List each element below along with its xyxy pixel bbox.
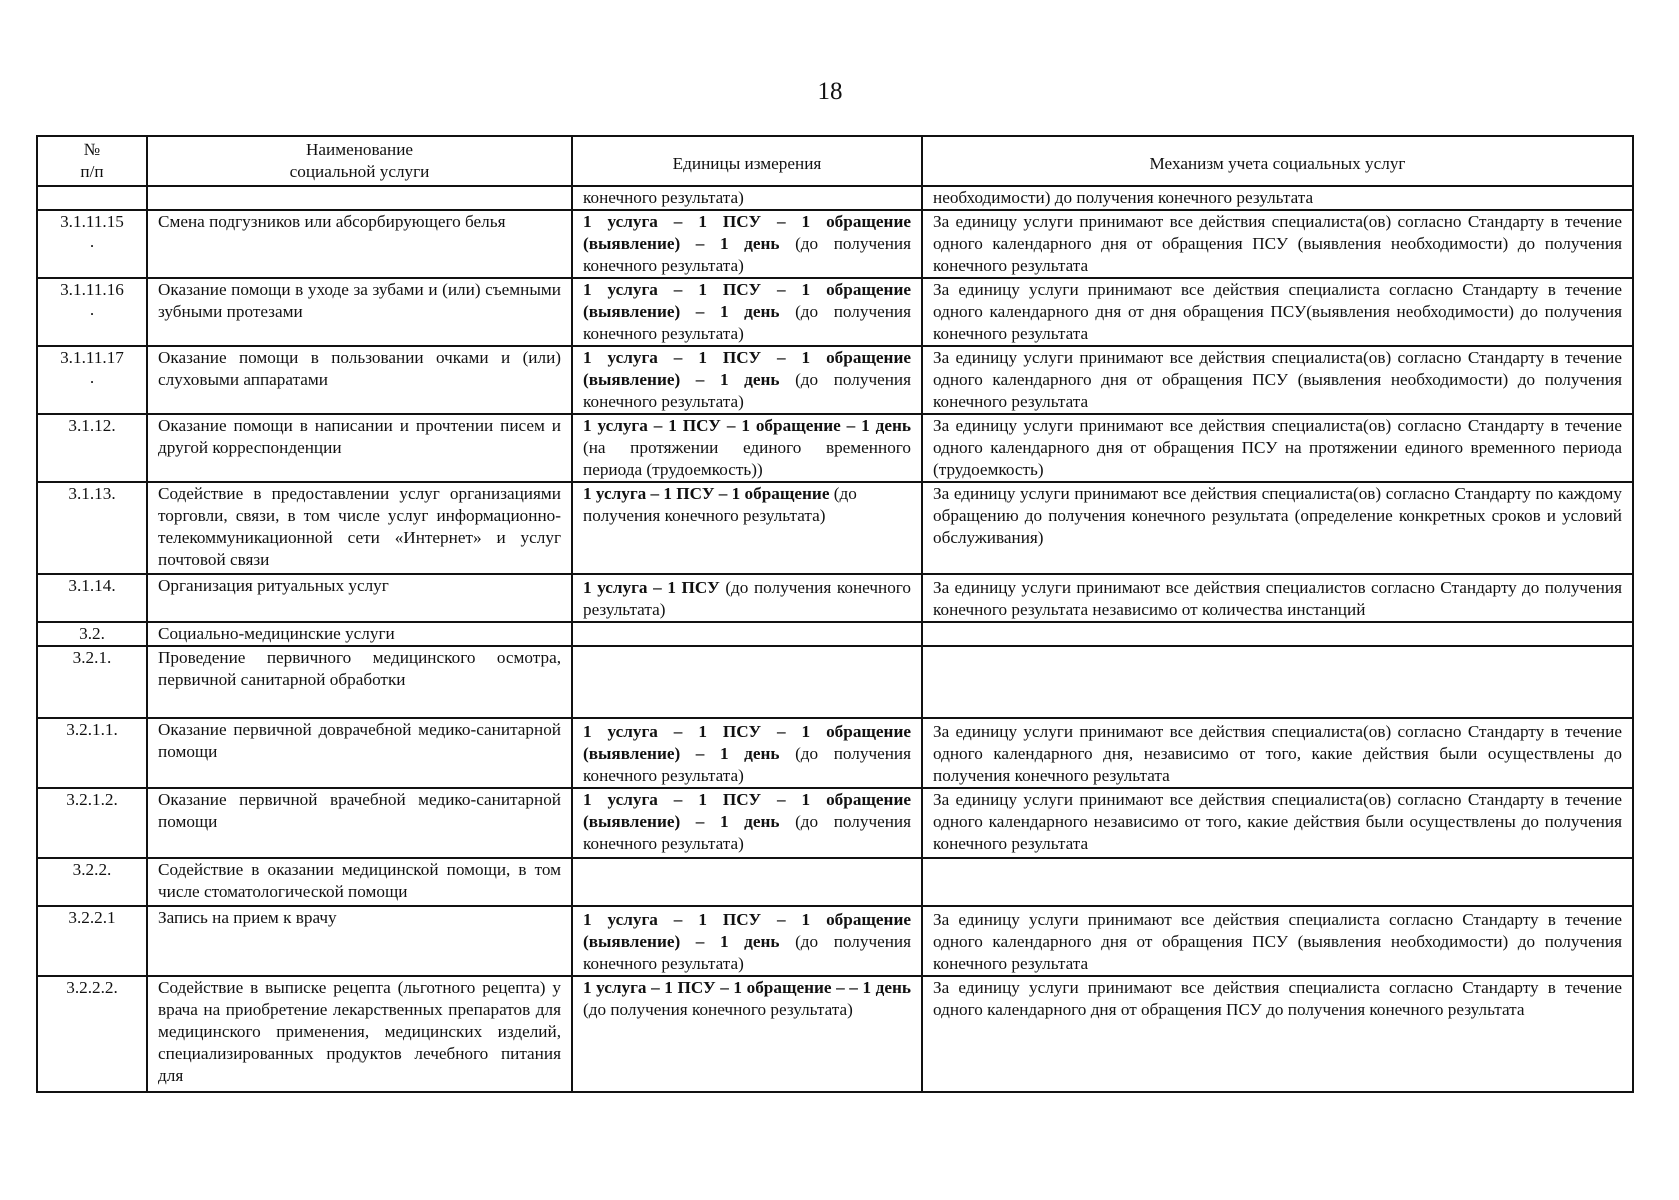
row-num: 3.1.12.: [37, 414, 147, 482]
table-row: [37, 646, 1633, 718]
row-mechanism: За единицу услуги принимают все действия специалиста согласно Стандарту в течение одного календарного дня от дня обращения ПСУ(выявления необходимости) до получения конечного результата: [922, 278, 1633, 346]
row-units: [572, 718, 922, 788]
units-rest: (до получения конечного результата): [583, 744, 912, 785]
header-units: Единицы измерения: [572, 136, 922, 186]
units-bold: 1 услуга – 1 ПСУ – 1 обращение (выявление) – 1 день: [583, 348, 911, 389]
units-rest: (до получения конечного результата): [583, 234, 912, 275]
row-mechanism: За единицу услуги принимают все действия специалиста(ов) согласно Стандарту по каждому обращению до получения конечного результата (определение конкретных сроков и условий обслуживания): [922, 482, 1633, 574]
units-rest: (до получения конечного результата): [583, 578, 912, 619]
row-name: Оказание помощи в написании и прочтении писем и другой корреспонденции: [147, 414, 572, 482]
units-rest: конечного результата): [583, 188, 744, 207]
table-row: [37, 976, 1633, 1092]
row-mechanism: За единицу услуги принимают все действия специалиста(ов) согласно Стандарту в течение одного календарного дня от обращения ПСУ (выявления необходимости) до получения конечного результата: [922, 346, 1633, 414]
table-row: [37, 788, 1633, 858]
header-mechanism: Механизм учета социальных услуг: [922, 136, 1633, 186]
units-bold: 1 услуга – 1 ПСУ – 1 обращение – 1 день: [583, 416, 911, 435]
row-name: Содействие в оказании медицинской помощи, в том числе стоматологической помощи: [147, 858, 572, 906]
row-num: [37, 186, 147, 210]
units-rest: (до получения конечного результата): [583, 370, 912, 411]
units-rest: (до получения конечного результата): [583, 302, 912, 343]
units-rest: (до получения конечного результата): [583, 932, 912, 973]
table-row: [37, 718, 1633, 788]
table-row: [37, 858, 1633, 906]
row-num-cell: [37, 346, 147, 414]
header-num: [37, 136, 147, 186]
row-num-mark: .: [89, 232, 95, 251]
row-name: Социально-медицинские услуги: [147, 622, 572, 646]
units-rest: (до получения конечного результата): [583, 1000, 853, 1019]
header-name-line1: Наименование: [305, 140, 414, 159]
row-mechanism: За единицу услуги принимают все действия специалиста согласно Стандарту в течение одного календарного дня от обращения ПСУ до получения конечного результата: [922, 976, 1633, 1092]
row-units: [572, 574, 922, 622]
header-num-line1: №: [83, 140, 101, 159]
row-num: 3.1.11.17: [60, 348, 124, 367]
row-name: Оказание первичной доврачебной медико-санитарной помощи: [147, 718, 572, 788]
row-num: 3.2.1.1.: [37, 718, 147, 788]
header-num-line2: п/п: [80, 162, 104, 181]
row-mechanism: [922, 858, 1633, 906]
row-units: [572, 646, 922, 718]
row-name: Оказание первичной врачебной медико-санитарной помощи: [147, 788, 572, 858]
page-number: 18: [817, 78, 843, 105]
row-num-mark: .: [89, 300, 95, 319]
row-num-cell: [37, 210, 147, 278]
row-units: [572, 278, 922, 346]
units-bold: 1 услуга – 1 ПСУ – 1 обращение – – 1 день: [583, 978, 911, 997]
row-units: [572, 186, 922, 210]
row-num: 3.2.: [37, 622, 147, 646]
row-units: [572, 858, 922, 906]
units-rest: (до получения конечного результата): [583, 812, 912, 853]
units-bold: 1 услуга – 1 ПСУ – 1 обращение (выявление) – 1 день: [583, 790, 911, 831]
row-mechanism: За единицу услуги принимают все действия специалиста согласно Стандарту в течение одного календарного дня от обращения ПСУ (выявления необходимости) до получения конечного результата: [922, 906, 1633, 976]
row-units: [572, 906, 922, 976]
table-row: [37, 622, 1633, 646]
row-num-mark: .: [89, 368, 95, 387]
row-num: 3.1.13.: [37, 482, 147, 574]
row-units: [572, 210, 922, 278]
row-name: Оказание помощи в уходе за зубами и (или) съемными зубными протезами: [147, 278, 572, 346]
row-name: Содействие в выписке рецепта (льготного рецепта) у врача на приобретение лекарственных препаратов для медицинского применения, медицинских изделий, специализированных продуктов лечебного питания для: [147, 976, 572, 1092]
row-mechanism: [922, 646, 1633, 718]
row-units: [572, 346, 922, 414]
row-mechanism: За единицу услуги принимают все действия специалиста(ов) согласно Стандарту в течение одного календарного независимо от того, какие действия были осуществлены до получения конечного результата: [922, 788, 1633, 858]
row-mechanism: [922, 622, 1633, 646]
row-num: 3.1.14.: [37, 574, 147, 622]
social-services-table: [36, 135, 1634, 1093]
row-mechanism: необходимости) до получения конечного результата: [922, 186, 1633, 210]
table-header: [37, 136, 1633, 186]
units-bold: 1 услуга – 1 ПСУ: [583, 578, 720, 597]
row-name: Организация ритуальных услуг: [147, 574, 572, 622]
row-num: 3.2.2.: [37, 858, 147, 906]
table-row: [37, 906, 1633, 976]
header-name: [147, 136, 572, 186]
row-num: 3.2.1.2.: [37, 788, 147, 858]
row-name: Запись на прием к врачу: [147, 906, 572, 976]
units-bold: 1 услуга – 1 ПСУ – 1 обращение (выявление) – 1 день: [583, 280, 911, 321]
table-row: [37, 186, 1633, 210]
row-num: 3.1.11.16: [60, 280, 124, 299]
table-row: [37, 482, 1633, 574]
units-rest: (до получения конечного результата): [583, 484, 857, 525]
row-units: [572, 414, 922, 482]
row-num: 3.2.2.1: [37, 906, 147, 976]
row-mechanism: За единицу услуги принимают все действия специалиста(ов) согласно Стандарту в течение одного календарного дня, независимо от того, какие действия были осуществлены до получения конечного результата: [922, 718, 1633, 788]
row-num: 3.2.1.: [37, 646, 147, 718]
table-row: [37, 210, 1633, 278]
row-mechanism: За единицу услуги принимают все действия специалиста(ов) согласно Стандарту в течение одного календарного дня от обращения ПСУ на протяжении единого временного периода (трудоемкость): [922, 414, 1633, 482]
row-name: Содействие в предоставлении услуг организациями торговли, связи, в том числе услуг информационно-телекоммуникационной сети «Интернет» и услуг почтовой связи: [147, 482, 572, 574]
row-units: [572, 788, 922, 858]
row-num-cell: [37, 278, 147, 346]
row-units: [572, 622, 922, 646]
row-name: Проведение первичного медицинского осмотра, первичной санитарной обработки: [147, 646, 572, 718]
row-name: [147, 186, 572, 210]
units-rest: (на протяжении единого временного периода (трудоемкость)): [583, 438, 911, 479]
units-bold: 1 услуга – 1 ПСУ – 1 обращение (выявление) – 1 день: [583, 722, 911, 763]
row-units: [572, 976, 922, 1092]
units-bold: 1 услуга – 1 ПСУ – 1 обращение (выявление) – 1 день: [583, 910, 911, 951]
table-row: [37, 346, 1633, 414]
units-bold: 1 услуга – 1 ПСУ – 1 обращение (выявление) – 1 день: [583, 212, 911, 253]
row-num: 3.1.11.15: [60, 212, 124, 231]
row-name: Оказание помощи в пользовании очками и (или) слуховыми аппаратами: [147, 346, 572, 414]
header-name-line2: социальной услуги: [289, 162, 430, 181]
table-row: [37, 574, 1633, 622]
row-mechanism: За единицу услуги принимают все действия специалиста(ов) согласно Стандарту в течение одного календарного дня от обращения ПСУ (выявления необходимости) до получения конечного результата: [922, 210, 1633, 278]
row-units: [572, 482, 922, 574]
row-num: 3.2.2.2.: [37, 976, 147, 1092]
row-name: Смена подгузников или абсорбирующего белья: [147, 210, 572, 278]
row-mechanism: За единицу услуги принимают все действия специалистов согласно Стандарту до получения конечного результата независимо от количества инстанций: [922, 574, 1633, 622]
table-row: [37, 414, 1633, 482]
units-bold: 1 услуга – 1 ПСУ – 1 обращение: [583, 484, 830, 503]
table-row: [37, 278, 1633, 346]
